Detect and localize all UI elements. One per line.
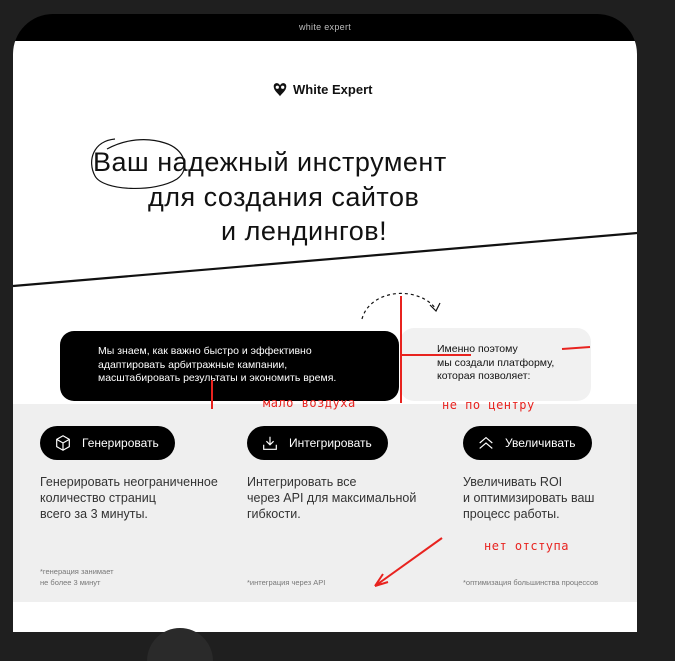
feature-line: Генерировать неограниченное [40,475,218,489]
intro-line: которая позволяет: [437,370,531,382]
browser-frame [13,14,637,632]
headline-line2: для создания сайтов [148,182,420,212]
annotation-little-air: мало воздуха [263,396,356,410]
feature-line: и оптимизировать ваш [463,491,595,505]
window-title: white expert [298,22,352,32]
annotation-no-indent: нет отступа [484,539,569,553]
feature-line: гибкости. [247,507,301,521]
footnote-line: *интеграция через API [247,578,326,587]
intro-line: масштабировать результаты и экономить время. [98,372,337,384]
headline-line1: надежный инструмент [157,147,447,177]
feature-line: количество страниц [40,491,156,505]
annotation-not-centered: не по центру [442,398,535,412]
avatar [147,628,213,661]
headline-circled-word: Ваш [93,147,150,177]
intro-line: Мы знаем, как важно быстро и эффективно [98,345,312,357]
red-marker-line [562,347,590,349]
intro-line: адаптировать арбитражные кампании, [98,358,288,371]
footnote-line: не более 3 минут [40,578,101,587]
feature-line: через API для максимальной [247,491,417,505]
feature-line: всего за 3 минуты. [40,507,148,521]
intro-line: Именно поэтому [437,343,518,355]
increase-button-label: Увеличивать [505,436,576,450]
headline-line3: и лендингов! [221,216,388,246]
footnote-line: *оптимизация большинства процессов [463,578,599,587]
logo-text: White Expert [293,81,373,97]
landing-page [13,41,637,632]
feature-line: Увеличивать ROI [463,475,563,489]
intro-line: мы создали платформу, [437,356,555,369]
red-arrow-icon [375,538,442,586]
integrate-button-label: Интегрировать [289,436,372,450]
feature-line: Интегрировать все [247,475,357,489]
generate-button-label: Генерировать [82,436,159,450]
feature-line: процесс работы. [463,507,560,521]
footnote-line: *генерация занимает [40,567,114,576]
